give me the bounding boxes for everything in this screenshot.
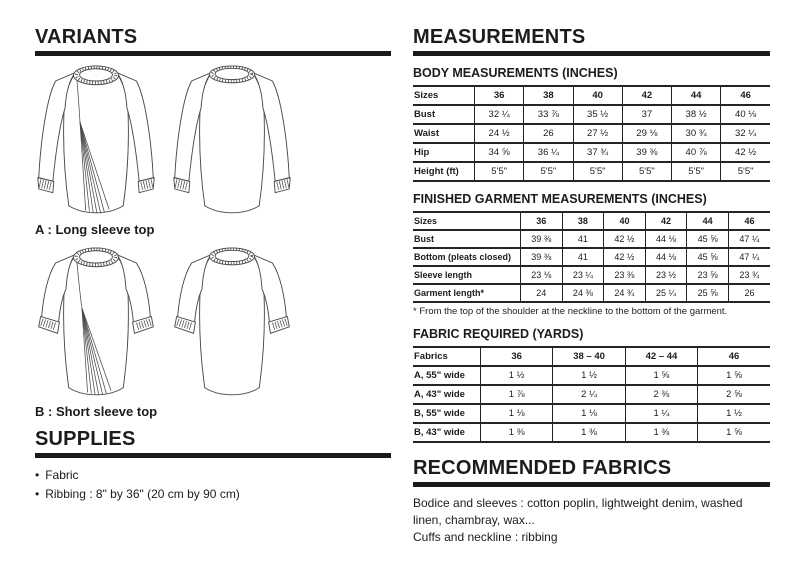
- table-row: [413, 162, 770, 181]
- table-cell: 5'5": [524, 162, 573, 181]
- variant-a-block: [35, 64, 391, 237]
- table-cell: 23 ½: [645, 266, 687, 284]
- variant-a-front-drawing-icon: [35, 64, 157, 219]
- table-cell: 2 ⅝: [698, 385, 770, 404]
- variant-a-drawings: [35, 64, 391, 219]
- table-row: [413, 124, 770, 143]
- table-cell: 41: [562, 248, 604, 266]
- recommended-fabrics-title-rule: [413, 482, 770, 487]
- body-measurements-table: [413, 85, 770, 182]
- variant-b-label: B : Short sleeve top: [35, 404, 158, 419]
- table-header-row: [413, 212, 770, 230]
- variant-a-label: A : Long sleeve top: [35, 222, 155, 237]
- table-cell: 45 ⅝: [687, 230, 729, 248]
- row-label: B, 55" wide: [413, 404, 481, 423]
- supplies-title: SUPPLIES: [35, 428, 136, 450]
- body-measurements-subtitle: BODY MEASUREMENTS (INCHES): [413, 66, 618, 80]
- column-header: 36: [481, 347, 553, 366]
- column-header: 36: [521, 212, 563, 230]
- table-header-row: [413, 347, 770, 366]
- table-cell: 1 ⅝: [698, 366, 770, 385]
- table-cell: 39 ⅜: [521, 230, 563, 248]
- column-header: 46: [698, 347, 770, 366]
- table-header-row: [413, 86, 770, 105]
- row-label: Height (ft): [413, 162, 475, 181]
- row-label-header: Sizes: [413, 86, 475, 105]
- table-cell: 39 ⅜: [622, 143, 671, 162]
- row-label: B, 43" wide: [413, 423, 481, 442]
- row-label: Bust: [413, 230, 521, 248]
- table-row: [413, 366, 770, 385]
- supplies-list: [35, 466, 391, 503]
- table-cell: 40 ⅞: [672, 143, 721, 162]
- garment-length-footnote: * From the top of the shoulder at the neckline to the bottom of the garment.: [413, 306, 728, 317]
- table-cell: 23 ¾: [728, 266, 770, 284]
- table-cell: 44 ⅛: [645, 230, 687, 248]
- table-cell: 47 ¼: [728, 230, 770, 248]
- table-cell: 37 ¾: [573, 143, 622, 162]
- table-cell: 23 ⅜: [604, 266, 646, 284]
- table-cell: 5'5": [573, 162, 622, 181]
- column-header: 42 – 44: [625, 347, 697, 366]
- table-cell: 1 ⅝: [698, 423, 770, 442]
- measurements-title-rule: [413, 51, 770, 56]
- column-header: 42: [622, 86, 671, 105]
- table-cell: 1 ⅜: [625, 423, 697, 442]
- table-cell: 2 ⅜: [625, 385, 697, 404]
- column-header: 46: [728, 212, 770, 230]
- supplies-item-fabric: • Fabric: [35, 466, 391, 485]
- variants-column: [35, 26, 391, 545]
- supplies-title-rule: [35, 453, 391, 458]
- column-header: 36: [475, 86, 524, 105]
- table-cell: 41: [562, 230, 604, 248]
- row-label: Bust: [413, 105, 475, 124]
- table-cell: 37: [622, 105, 671, 124]
- table-cell: 38 ½: [672, 105, 721, 124]
- variant-b-block: [35, 246, 391, 419]
- table-cell: 2 ¼: [553, 385, 625, 404]
- table-cell: 5'5": [475, 162, 524, 181]
- recommended-fabrics-text: [413, 495, 770, 545]
- variants-title: VARIANTS: [35, 26, 138, 48]
- table-cell: 24 ¾: [604, 284, 646, 302]
- table-cell: 24: [521, 284, 563, 302]
- table-cell: 1 ⅜: [553, 423, 625, 442]
- table-cell: 30 ¾: [672, 124, 721, 143]
- supplies-item-ribbing: • Ribbing : 8" by 36" (20 cm by 90 cm): [35, 485, 391, 504]
- table-cell: 42 ½: [721, 143, 770, 162]
- table-row: [413, 284, 770, 302]
- table-cell: 1 ⅝: [625, 366, 697, 385]
- fabric-required-subtitle: FABRIC REQUIRED (YARDS): [413, 327, 584, 341]
- table-cell: 44 ⅛: [645, 248, 687, 266]
- table-cell: 1 ½: [698, 404, 770, 423]
- table-cell: 23 ⅝: [687, 266, 729, 284]
- variant-a-back-drawing-icon: [171, 64, 293, 219]
- row-label: Sleeve length: [413, 266, 521, 284]
- column-header: 40: [604, 212, 646, 230]
- row-label: A, 55" wide: [413, 366, 481, 385]
- table-row: [413, 230, 770, 248]
- table-cell: 34 ⅝: [475, 143, 524, 162]
- table-cell: 29 ⅛: [622, 124, 671, 143]
- column-header: 44: [687, 212, 729, 230]
- table-row: [413, 404, 770, 423]
- table-row: [413, 248, 770, 266]
- variants-title-rule: [35, 51, 391, 56]
- table-cell: 25 ¼: [645, 284, 687, 302]
- table-row: [413, 423, 770, 442]
- row-label: Garment length*: [413, 284, 521, 302]
- row-label-header: Sizes: [413, 212, 521, 230]
- row-label: Bottom (pleats closed): [413, 248, 521, 266]
- column-header: 46: [721, 86, 770, 105]
- table-cell: 45 ⅝: [687, 248, 729, 266]
- measurements-title: MEASUREMENTS: [413, 26, 586, 48]
- table-cell: 40 ⅛: [721, 105, 770, 124]
- table-cell: 36 ¼: [524, 143, 573, 162]
- table-cell: 27 ½: [573, 124, 622, 143]
- table-row: [413, 266, 770, 284]
- table-cell: 24 ⅜: [562, 284, 604, 302]
- column-header: 38 – 40: [553, 347, 625, 366]
- row-label: Waist: [413, 124, 475, 143]
- table-row: [413, 105, 770, 124]
- column-header: 38: [562, 212, 604, 230]
- table-cell: 42 ½: [604, 248, 646, 266]
- column-header: 38: [524, 86, 573, 105]
- variant-b-back-drawing-icon: [171, 246, 293, 401]
- table-cell: 47 ¼: [728, 248, 770, 266]
- table-cell: 5'5": [622, 162, 671, 181]
- fabric-required-table: [413, 346, 770, 443]
- recommended-fabrics-line-bodice: Bodice and sleeves : cotton poplin, lightweight denim, washed linen, chambray, wax...: [413, 496, 743, 527]
- variant-b-drawings: [35, 246, 391, 401]
- table-cell: 25 ⅝: [687, 284, 729, 302]
- table-row: [413, 385, 770, 404]
- column-header: 42: [645, 212, 687, 230]
- recommended-fabrics-title: RECOMMENDED FABRICS: [413, 457, 672, 479]
- table-cell: 5'5": [721, 162, 770, 181]
- table-cell: 35 ½: [573, 105, 622, 124]
- finished-garment-table: [413, 211, 770, 303]
- finished-garment-subtitle: FINISHED GARMENT MEASUREMENTS (INCHES): [413, 192, 707, 206]
- table-cell: 1 ¼: [625, 404, 697, 423]
- table-cell: 1 ⅛: [553, 404, 625, 423]
- table-cell: 1 ½: [553, 366, 625, 385]
- table-cell: 33 ⅞: [524, 105, 573, 124]
- variant-b-front-drawing-icon: [35, 246, 157, 401]
- table-row: [413, 143, 770, 162]
- row-label: Hip: [413, 143, 475, 162]
- row-label-header: Fabrics: [413, 347, 481, 366]
- table-cell: 32 ¼: [721, 124, 770, 143]
- row-label: A, 43" wide: [413, 385, 481, 404]
- table-cell: 1 ½: [481, 366, 553, 385]
- table-cell: 32 ¼: [475, 105, 524, 124]
- measurements-column: [413, 26, 770, 545]
- table-cell: 42 ½: [604, 230, 646, 248]
- column-header: 40: [573, 86, 622, 105]
- table-cell: 39 ⅜: [521, 248, 563, 266]
- table-cell: 26: [524, 124, 573, 143]
- column-header: 44: [672, 86, 721, 105]
- table-cell: 24 ½: [475, 124, 524, 143]
- table-cell: 1 ⅛: [481, 404, 553, 423]
- table-cell: 5'5": [672, 162, 721, 181]
- table-cell: 1 ⅜: [481, 423, 553, 442]
- table-cell: 23 ¼: [562, 266, 604, 284]
- table-cell: 26: [728, 284, 770, 302]
- table-cell: 23 ⅛: [521, 266, 563, 284]
- table-cell: 1 ⅞: [481, 385, 553, 404]
- recommended-fabrics-line-cuffs: Cuffs and neckline : ribbing: [413, 529, 558, 544]
